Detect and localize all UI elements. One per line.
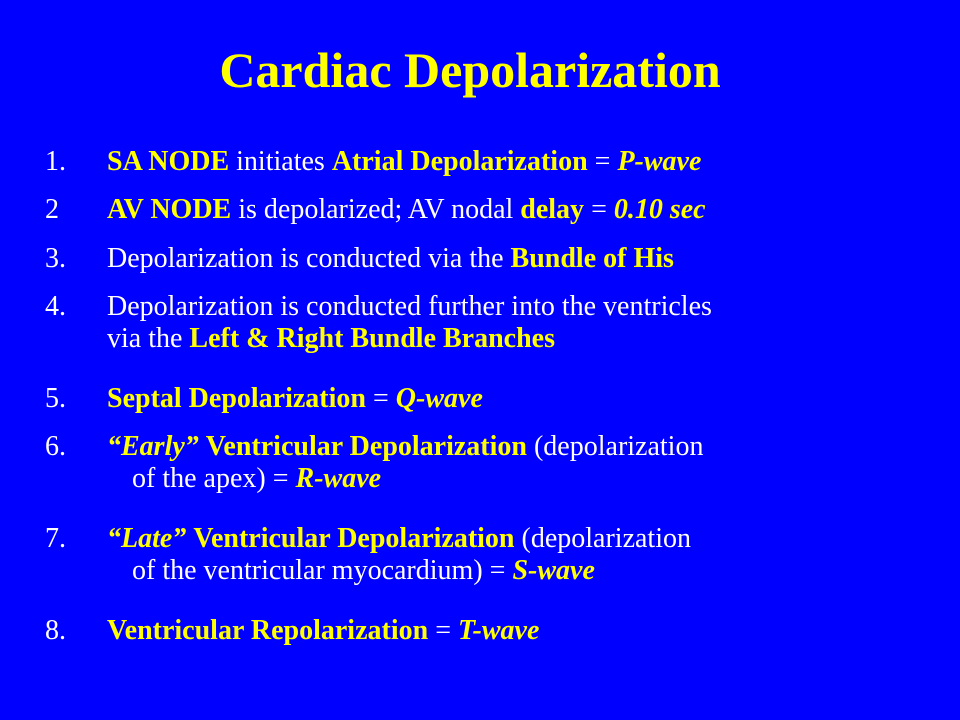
text-run: = (584, 194, 614, 225)
text-run: (depolarization (526, 431, 704, 462)
text-run (199, 431, 206, 462)
item-line (107, 382, 483, 416)
text-run: Atrial Depolarization (331, 146, 588, 177)
text-run: S-wave (512, 555, 595, 586)
text-run: of the apex) = (132, 463, 296, 494)
item-line (107, 145, 701, 179)
item-number: 7. (45, 523, 66, 554)
item-number: 2 (45, 194, 59, 225)
text-run: Ventricular Depolarization (205, 431, 527, 462)
item-line (107, 193, 706, 227)
item-number: 5. (45, 383, 66, 414)
text-run: of the ventricular myocardium) = (132, 555, 513, 586)
item-number: 4. (45, 291, 66, 322)
text-run: Left & Right Bundle Branches (189, 323, 555, 354)
text-run: via the (107, 323, 190, 354)
text-run: Ventricular Repolarization (107, 615, 429, 646)
text-run: AV NODE (107, 194, 232, 225)
item-line (107, 322, 555, 356)
text-run: = (428, 615, 458, 646)
text-run: P-wave (617, 146, 702, 177)
item-line (107, 614, 539, 648)
item-number: 3. (45, 243, 66, 274)
text-run: SA NODE (107, 146, 230, 177)
item-number: 1. (45, 146, 66, 177)
text-run: Q-wave (395, 383, 483, 414)
item-number: 6. (45, 431, 66, 462)
text-run: Depolarization is conducted via the (107, 243, 511, 274)
text-run: T-wave (458, 615, 540, 646)
item-line (132, 462, 381, 496)
text-run: Bundle of His (510, 243, 674, 274)
text-run: 0.10 sec (613, 194, 706, 225)
slide-title: Cardiac Depolarization (219, 42, 721, 98)
text-run: “Early” (107, 431, 199, 462)
item-line (132, 554, 595, 588)
item-number: 8. (45, 615, 66, 646)
item-line (107, 430, 703, 464)
text-run: = (366, 383, 396, 414)
item-line (107, 242, 674, 276)
text-run: = (587, 146, 618, 177)
text-run: Ventricular Depolarization (193, 523, 515, 554)
text-run: delay (520, 194, 585, 225)
text-run: (depolarization (514, 523, 691, 554)
text-run: initiates (229, 146, 332, 177)
text-run: Septal Depolarization (107, 383, 366, 414)
text-run: is depolarized; AV nodal (231, 194, 521, 225)
text-run: R-wave (295, 463, 382, 494)
item-line (107, 290, 712, 324)
text-run: “Late” (107, 523, 187, 554)
text-run: Depolarization is conducted further into the ventricles (107, 291, 712, 322)
item-line (107, 522, 691, 556)
